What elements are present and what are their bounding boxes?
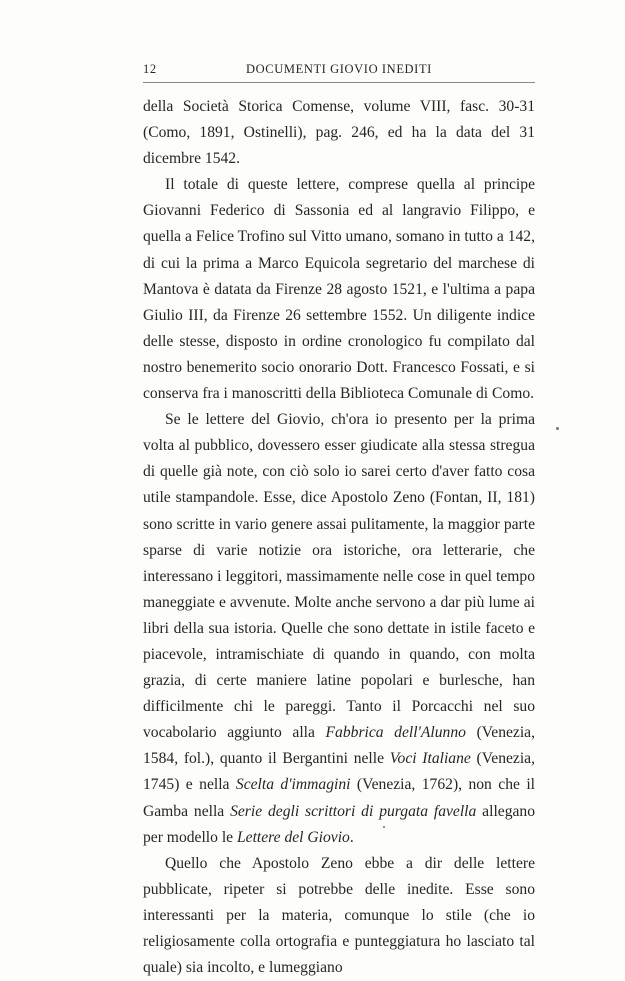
italic-title: Scelta d'immagini: [235, 776, 351, 794]
text-run: (Venezia, 1745) e nella: [143, 750, 535, 794]
page-number: 12: [143, 62, 157, 76]
running-title: DOCUMENTI GIOVIO INEDITI: [246, 62, 432, 76]
italic-title: Serie degli scrittori di purgata favella: [230, 802, 477, 820]
italic-title: Lettere del Giovio: [236, 828, 350, 846]
running-header: [143, 62, 535, 80]
margin-speck: [556, 427, 559, 430]
paragraph: [143, 407, 535, 851]
bottom-speck: [383, 826, 385, 828]
body-text: [143, 94, 535, 981]
text-run: .: [349, 828, 354, 846]
text-run: (Venezia, 1584, fol.), quanto il Bergantini nelle: [143, 724, 536, 768]
text-run: Il totale di queste lettere, comprese quella al principe Giovanni Federico di Sassonia ed al langravio Filippo, e quella a Felice Trofino sul Vitto umano, somano in tutto a 142, di cui la prima a Marco Equicola segretario del marchese di Mantova è datata da Firenze 28 agosto 1521, e l'ultima a papa Giulio III, da Firenze 26 settembre 1552. Un diligente indice delle stesse, disposto in ordine cronologico fu compilato dal nostro benemerito socio onorario Dott. Francesco Fossati, e si conserva fra i manoscritti della Biblioteca Comunale di Como.: [143, 176, 535, 403]
text-run: (Venezia, 1762), non che il Gamba nella: [143, 776, 536, 820]
text-run: Se le lettere del Giovio, ch'ora io presento per la prima volta al pubblico, dovessero esser giudicate alla stessa stregua di quelle già note, con ciò solo io sarei certo d'aver fatto cosa utile stampandole. Esse, dice Apostolo Zeno (Fontan, II, 181) sono scritte in vario genere assai pulitamente, la maggior parte sparse di varie notizie ora istoriche, ora letterarie, che interessano i leggitori, massimamente nelle cose in quel tempo maneggiate e avvenute. Molte anche servono a dar più lume ai libri della sua istoria. Quelle che sono dettate in istile faceto e piacevole, intramischiate di quando in quando, con molta grazia, di certe maniere latine popolari e burlesche, han difficilmente chi le pareggi. Tanto il Porcacchi nel suo vocabolario aggiunto alla: [143, 411, 535, 742]
header-rule: [143, 82, 535, 83]
paragraph: [143, 172, 535, 407]
paragraph: [143, 94, 535, 172]
text-run: allegano per modello le: [143, 802, 536, 846]
text-run: Quello che Apostolo Zeno ebbe a dir delle lettere pubblicate, ripeter si potrebbe delle inedite. Esse sono interessanti per la materia, comunque lo stile (che io religiosamente colla ortografia e punteggiatura ho lasciato tal quale) sia incolto, e lumeggiano: [143, 854, 535, 977]
italic-title: Fabbrica dell'Alunno: [325, 724, 466, 742]
text-run: della Società Storica Comense, volume VIII, fasc. 30-31 (Como, 1891, Ostinelli), pag. 246, ed ha la data del 31 dicembre 1542.: [143, 98, 535, 168]
paragraph: [143, 851, 535, 981]
italic-title: Voci Italiane: [389, 750, 471, 768]
